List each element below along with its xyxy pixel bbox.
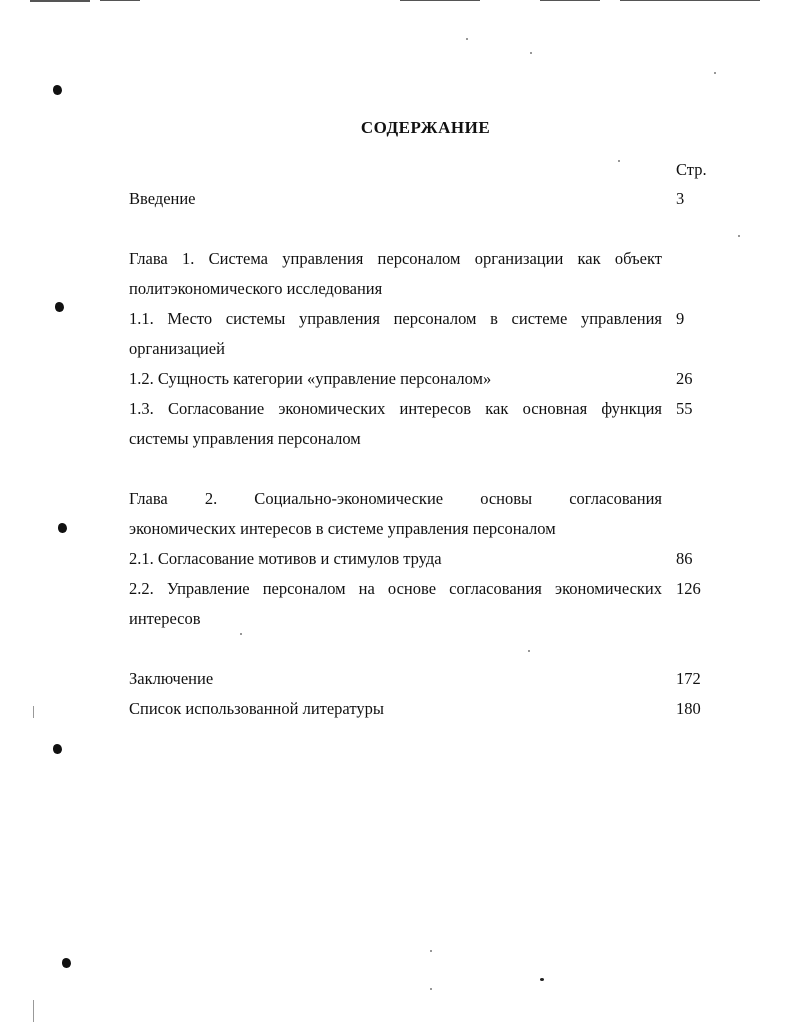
scan-speck xyxy=(240,633,242,635)
punch-hole-mark xyxy=(62,958,71,968)
toc-page-number: 26 xyxy=(676,369,693,388)
page-title: СОДЕРЖАНИЕ xyxy=(360,118,491,137)
toc-entry-bibliography: Список использованной литературы xyxy=(129,699,384,718)
toc-entry-chapter-1: Глава 1. Система управления персоналом организации как объект xyxy=(129,249,662,268)
toc-entry-chapter-1-cont: политэкономического исследования xyxy=(129,279,383,298)
scan-speck xyxy=(714,72,716,74)
toc-entry-introduction: Введение xyxy=(129,189,196,208)
toc-entry-section-1-1: 1.1. Место системы управления персоналом в системе управления xyxy=(129,309,662,328)
toc-page-number: 126 xyxy=(676,579,701,598)
toc-entry-conclusion: Заключение xyxy=(129,669,214,688)
toc-entry-section-1-3-cont: системы управления персоналом xyxy=(129,429,361,448)
scan-edge-mark xyxy=(30,0,90,2)
page-column-header: Стр. xyxy=(676,160,707,179)
punch-hole-mark xyxy=(58,523,67,533)
toc-page-number: 9 xyxy=(676,309,685,328)
toc-page-number: 172 xyxy=(676,669,701,688)
scan-edge-mark xyxy=(540,0,600,1)
scan-speck xyxy=(540,978,544,981)
scan-speck xyxy=(430,988,432,990)
scan-speck xyxy=(466,38,468,40)
scan-speck xyxy=(618,160,620,162)
punch-hole-mark xyxy=(53,744,62,754)
toc-entry-section-1-2: 1.2. Сущность категории «управление персоналом» xyxy=(129,369,492,388)
toc-page-number: 55 xyxy=(676,399,693,418)
punch-hole-mark xyxy=(55,302,64,312)
scan-speck xyxy=(738,235,740,237)
scan-edge-mark xyxy=(620,0,760,1)
toc-entry-chapter-2-cont: экономических интересов в системе управления персоналом xyxy=(129,519,556,538)
scan-edge-mark xyxy=(33,706,34,718)
toc-page-number: 86 xyxy=(676,549,693,568)
toc-entry-section-1-3: 1.3. Согласование экономических интересов как основная функция xyxy=(129,399,662,418)
toc-entry-section-2-1: 2.1. Согласование мотивов и стимулов труда xyxy=(129,549,442,568)
toc-page-number: 180 xyxy=(676,699,701,718)
scan-speck xyxy=(430,950,432,952)
toc-entry-section-1-1-cont: организацией xyxy=(129,339,225,358)
toc-entry-section-2-2-cont: интересов xyxy=(129,609,201,628)
toc-entry-chapter-2: Глава 2. Социально-экономические основы согласования xyxy=(129,489,662,508)
scan-edge-mark xyxy=(400,0,480,1)
toc-page-number: 3 xyxy=(676,189,685,208)
toc-entry-section-2-2: 2.2. Управление персоналом на основе согласования экономических xyxy=(129,579,662,598)
scan-speck xyxy=(528,650,530,652)
scan-speck xyxy=(530,52,532,54)
scan-edge-mark xyxy=(33,1000,34,1022)
punch-hole-mark xyxy=(53,85,62,95)
scan-edge-mark xyxy=(100,0,140,1)
